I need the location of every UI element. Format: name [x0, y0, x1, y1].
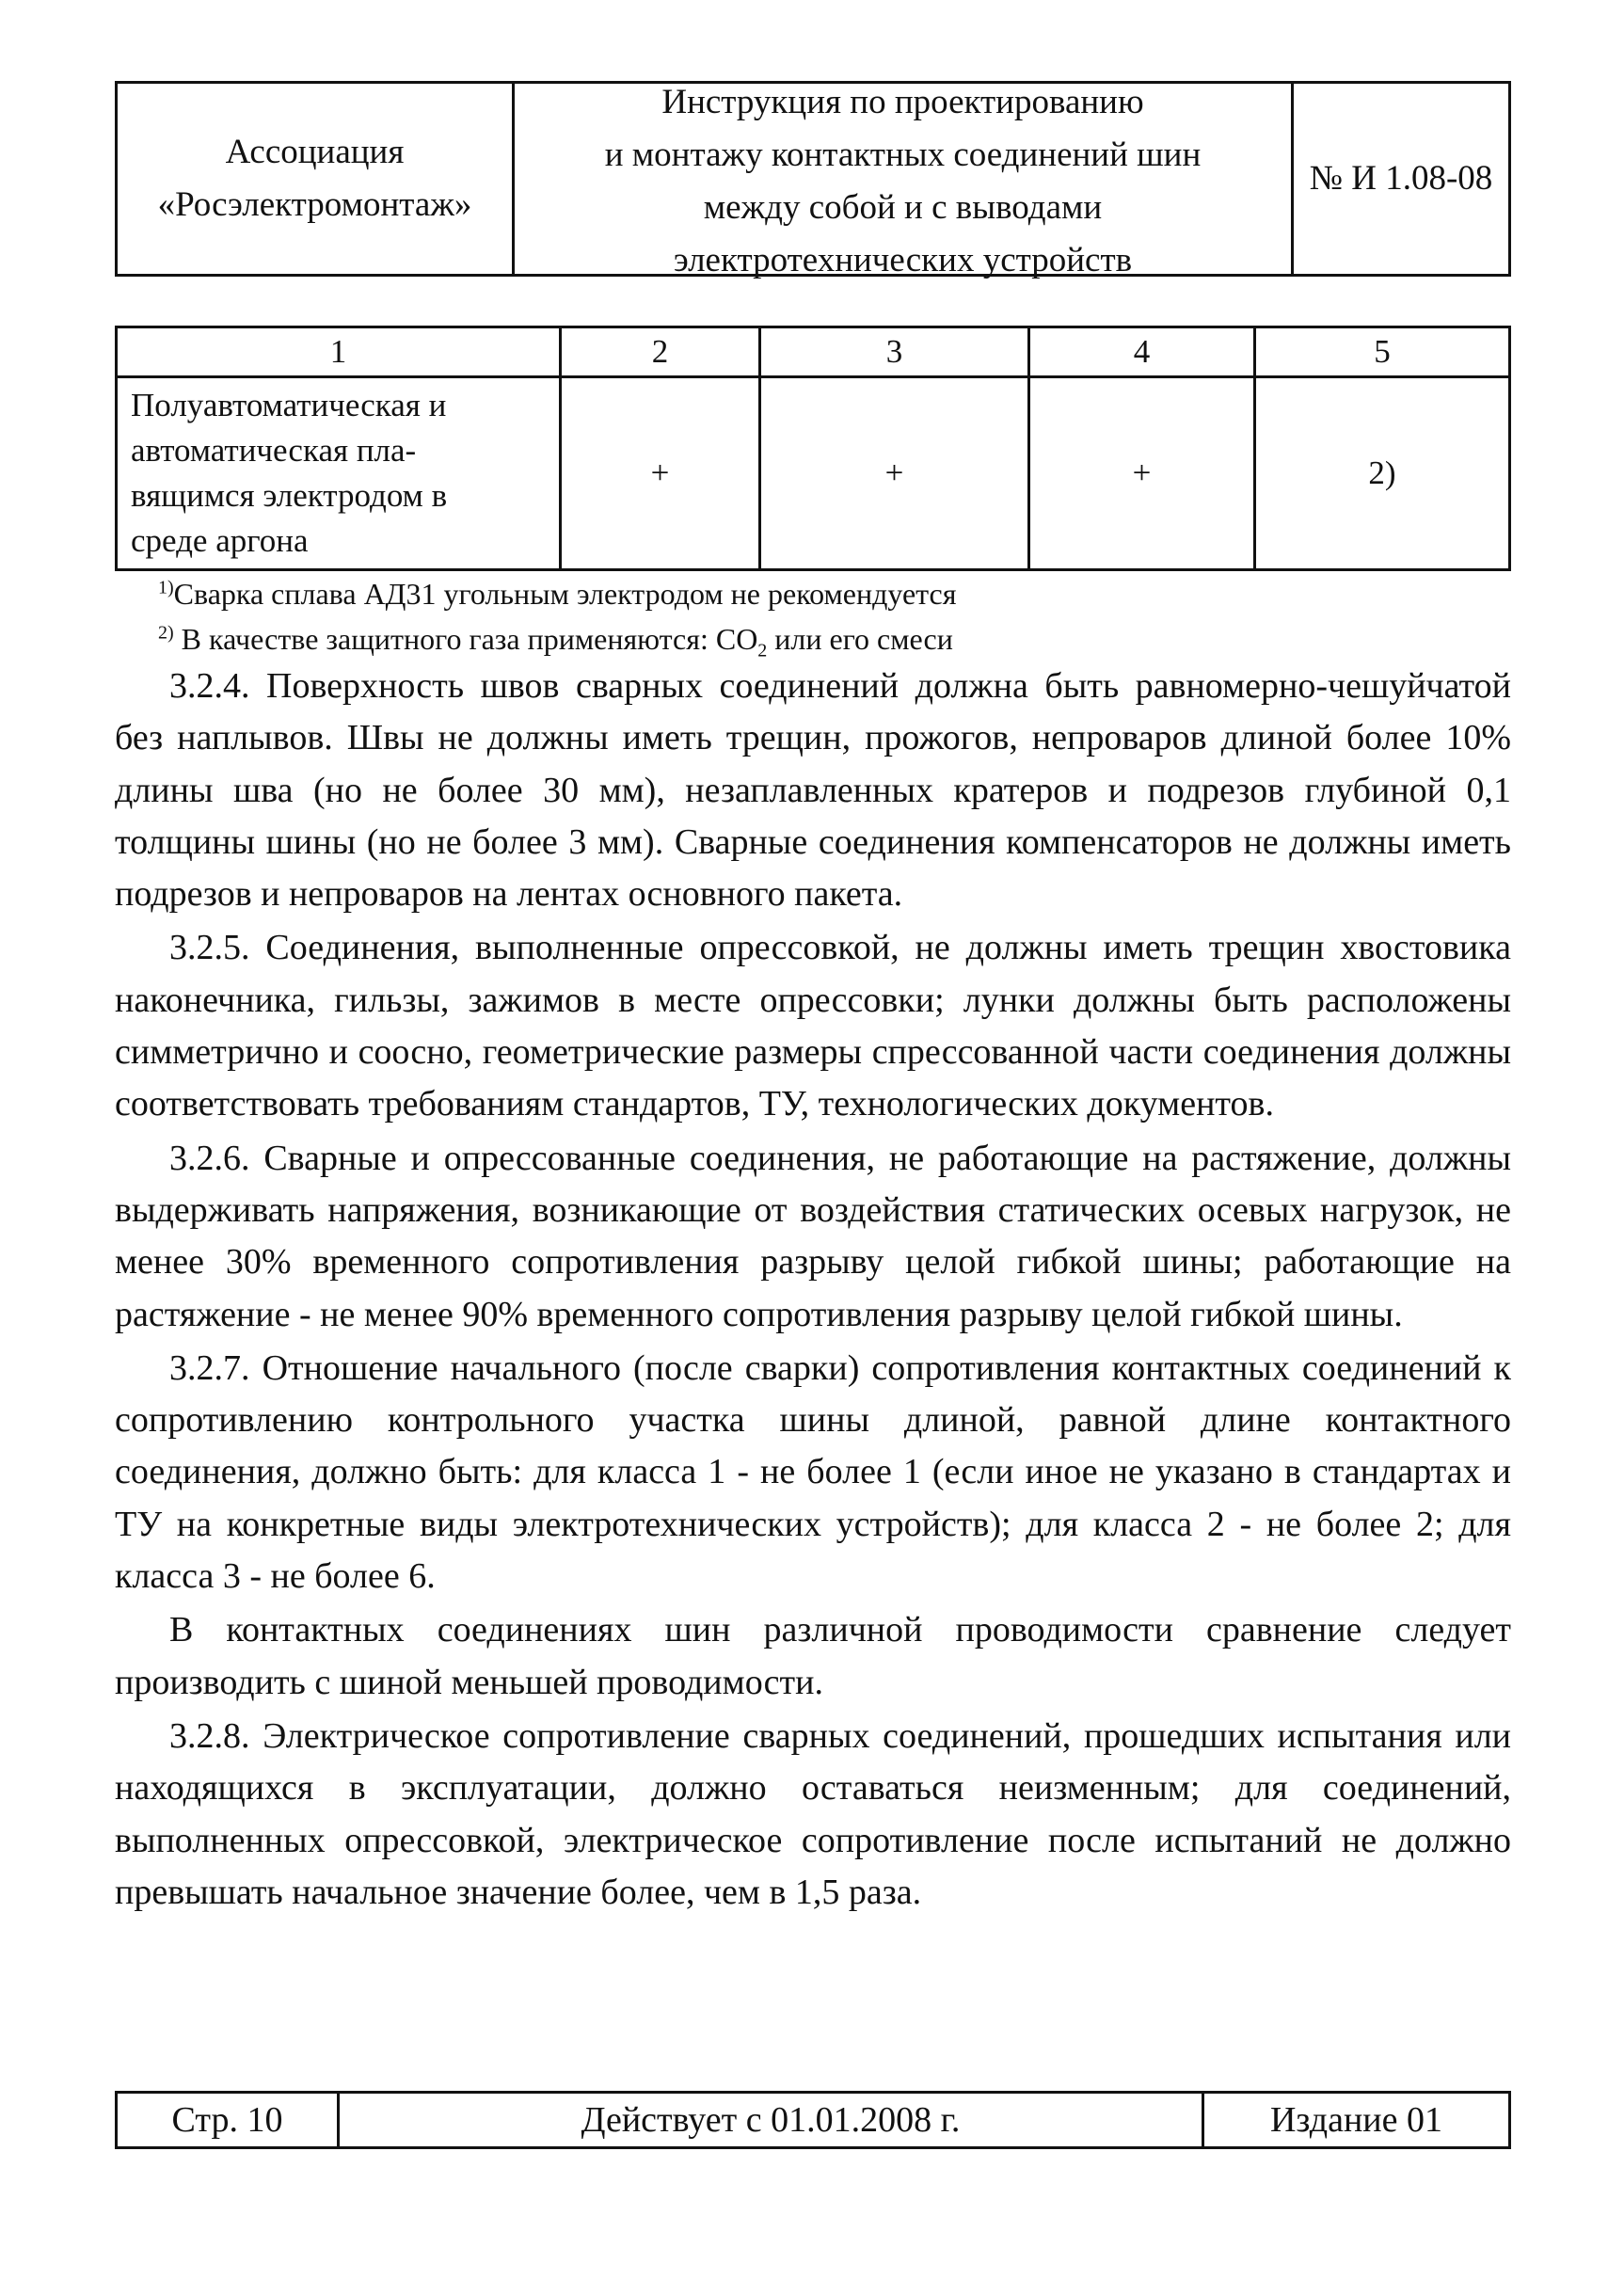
- table-row: [117, 377, 1510, 570]
- document-number-cell: [1294, 84, 1508, 274]
- table-cell: +: [561, 377, 760, 570]
- table-cell: +: [1029, 377, 1255, 570]
- footnote-1: [158, 571, 956, 616]
- document-title-line2: и монтажу контактных соединений шин: [604, 135, 1202, 174]
- paragraph-3-2-5: 3.2.5. Соединения, выполненные опрессовкой, не должны иметь трещин хвостовика наконечника, гильзы, зажимов в месте опрессовки; лунки должны быть расположены симметрично и соосно, геометрические размеры спрессованной части соединения должны соответствовать требованиям стандартов, ТУ, технологических документов.: [115, 928, 1511, 1124]
- document-title-line1: Инструкция по проектированию: [661, 83, 1144, 121]
- welding-method-line: среде аргона: [131, 522, 309, 559]
- effective-date: Действует с 01.01.2008 г.: [581, 2100, 961, 2140]
- welding-methods-table: [115, 326, 1511, 571]
- table-header-cell: 4: [1029, 327, 1255, 377]
- document-number: № И 1.08-08: [1309, 159, 1493, 198]
- page-number-cell: [118, 2094, 340, 2146]
- document-header: [115, 81, 1511, 277]
- edition: Издание 01: [1269, 2100, 1442, 2140]
- table-header-cell: 5: [1255, 327, 1510, 377]
- organization-cell: [118, 84, 515, 274]
- welding-method-line: автоматическая пла-: [131, 432, 417, 469]
- footnote-text: В качестве защитного газа применяются: CO: [181, 622, 758, 656]
- table-cell: 2): [1255, 377, 1510, 570]
- paragraph-3-2-6: 3.2.6. Сварные и опрессованные соединения, не работающие на растяжение, должны выдерживать напряжения, возникающие от воздействия статических осевых нагрузок, не менее 30% временного сопротивления разрыву целой гибкой шины; работающие на растяжение - не менее 90% временного сопротивления разрыву целой гибкой шины.: [115, 1138, 1511, 1334]
- document-footer: [115, 2091, 1511, 2149]
- document-body: [115, 661, 1511, 1920]
- table-footnotes: [158, 571, 956, 661]
- effective-date-cell: [340, 2094, 1204, 2146]
- footnote-text: Сварка сплава АД31 угольным электродом не рекомендуется: [173, 577, 957, 611]
- paragraph-3-2-4: 3.2.4. Поверхность швов сварных соединений должна быть равномерно-чешуйчатой без наплывов. Швы не должны иметь трещин, прожогов, непроваров длиной более 10% длины шва (но не более 30 мм), незаплавленных кратеров и подрезов глубиной 0,1 толщины шины (но не более 3 мм). Сварные соединения компенсаторов не должны иметь подрезов и непроваров на лентах основного пакета.: [115, 666, 1511, 915]
- organization-name-line1: Ассоциация: [225, 133, 405, 171]
- page-number: Стр. 10: [171, 2100, 283, 2140]
- table-header-cell: 3: [760, 327, 1029, 377]
- organization-name-line2: «Росэлектромонтаж»: [157, 185, 472, 224]
- welding-method-cell: [117, 377, 561, 570]
- table-header-row: [117, 327, 1510, 377]
- welding-method-line: вящимся электродом в: [131, 477, 448, 514]
- welding-method-line: Полуавтоматическая и: [131, 387, 447, 423]
- document-title-line3: между собой и с выводами: [703, 188, 1103, 227]
- paragraph-3-2-8: 3.2.8. Электрическое сопротивление сварных соединений, прошедших испытания или находящихся в эксплуатации, должно оставаться неизменным; для соединений, выполненных опрессовкой, электрическое сопротивление после испытаний не должно превышать начальное значение более, чем в 1,5 раза.: [115, 1715, 1511, 1912]
- table-header-cell: 2: [561, 327, 760, 377]
- table-header-cell: 1: [117, 327, 561, 377]
- edition-cell: [1204, 2094, 1508, 2146]
- footnote-marker: 2): [158, 622, 174, 644]
- paragraph-conductivity-note: В контактных соединениях шин различной проводимости сравнение следует производить с шиной меньшей проводимости.: [115, 1610, 1511, 1702]
- footnote-2: [158, 616, 956, 661]
- paragraph-3-2-7: 3.2.7. Отношение начального (после сварки) сопротивления контактных соединений к сопротивлению контрольного участка шины длиной, равной длине контактного соединения, должно быть: для класса 1 - не более 1 (если иное не указано в стандартах и ТУ на конкретные виды электротехнических устройств); для класса 2 - не более 2; для класса 3 - не более 6.: [115, 1347, 1511, 1597]
- table-cell: +: [760, 377, 1029, 570]
- document-title-line4: электротехнических устройств: [673, 241, 1133, 279]
- footnote-marker: 1): [158, 577, 174, 598]
- footnote-subscript: 2: [757, 640, 768, 661]
- footnote-text-end: или его смеси: [767, 622, 953, 656]
- document-title-cell: [515, 83, 1294, 279]
